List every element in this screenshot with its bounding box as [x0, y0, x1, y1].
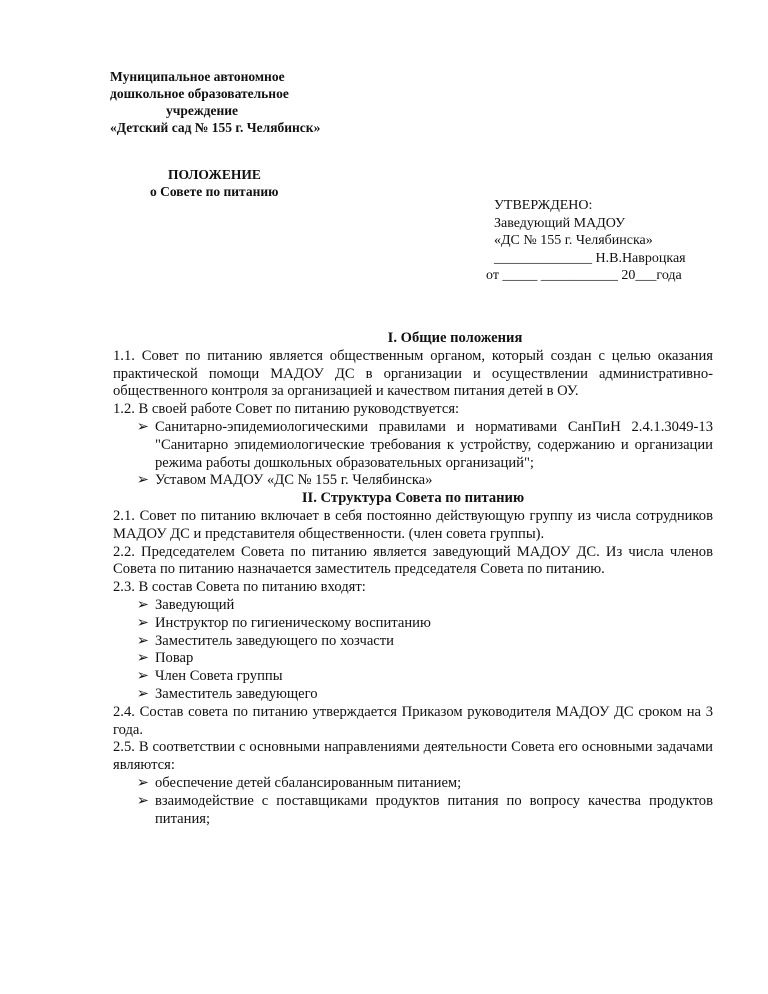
bullet-item — [113, 472, 713, 490]
task-text: взаимодействие с поставщиками продуктов питания по вопросу качества продуктов питания; — [155, 792, 713, 827]
bullet-arrow-icon: ➢ — [136, 418, 149, 435]
task-item — [113, 793, 713, 829]
bullet-arrow-icon: ➢ — [136, 614, 149, 631]
org-line: дошкольное образовательное — [110, 86, 289, 101]
bullet-arrow-icon: ➢ — [136, 596, 149, 613]
paragraph: 1.1. Совет по питанию является общественным органом, который создан с целью оказания практической помощи МАДОУ ДС в организации и осуществлении административно-общественного контроля за организацией и качеством питания детей в ОУ. — [113, 347, 713, 400]
paragraph: 2.5. В соответствии с основными направлениями деятельности Совета его основными задачами являются: — [113, 739, 713, 774]
bullet-arrow-icon: ➢ — [136, 668, 149, 685]
approval-block — [486, 197, 686, 285]
paragraph: 2.3. В состав Совета по питанию входят: — [113, 579, 366, 596]
approval-line: УТВЕРЖДЕНО: — [494, 198, 593, 213]
document-title: ПОЛОЖЕНИЕ — [168, 167, 261, 182]
member-item — [113, 633, 713, 651]
member-item — [113, 686, 713, 704]
section-heading: I. Общие положения — [387, 330, 523, 346]
approval-line: «ДС № 155 г. Челябинска» — [494, 233, 653, 248]
paragraph: 2.4. Состав совета по питанию утверждается Приказом руководителя МАДОУ ДС сроком на 3 года. — [113, 703, 713, 738]
bullet-item — [113, 419, 713, 472]
member-item — [113, 597, 713, 615]
member-text: Повар — [155, 650, 194, 667]
member-text: Заведующий — [155, 596, 235, 613]
paragraph: 2.1. Совет по питанию включает в себя постоянно действующую группу из числа сотрудников МАДОУ ДС и представителя общественности. (член совета группы). — [113, 507, 713, 542]
document-subtitle: о Совете по питанию — [150, 184, 279, 199]
member-text: Член Совета группы — [155, 668, 283, 685]
org-line: «Детский сад № 155 г. Челябинск» — [110, 120, 321, 135]
org-line: учреждение — [166, 103, 239, 118]
member-item — [113, 668, 713, 686]
bullet-arrow-icon: ➢ — [136, 685, 149, 702]
approval-line: ______________ Н.В.Навроцкая — [494, 250, 686, 266]
bullet-arrow-icon: ➢ — [136, 632, 149, 649]
member-item — [113, 615, 713, 633]
task-item — [113, 775, 713, 793]
bullet-text: Уставом МАДОУ «ДС № 155 г. Челябинска» — [155, 472, 433, 489]
approval-line: от _____ ___________ 20___года — [486, 268, 682, 283]
approval-line: Заведующий МАДОУ — [494, 215, 625, 231]
task-text: обеспечение детей сбалансированным питанием; — [155, 774, 462, 791]
org-line: Муниципальное автономное — [110, 69, 285, 84]
member-text: Заместитель заведующего — [155, 685, 318, 702]
bullet-arrow-icon: ➢ — [136, 774, 149, 791]
bullet-arrow-icon: ➢ — [136, 472, 149, 489]
member-text: Инструктор по гигиеническому воспитанию — [155, 614, 431, 631]
member-text: Заместитель заведующего по хозчасти — [155, 632, 394, 649]
member-item — [113, 650, 713, 668]
document-body — [113, 330, 713, 828]
paragraph: 1.2. В своей работе Совет по питанию руководствуется: — [113, 401, 460, 418]
bullet-arrow-icon: ➢ — [136, 650, 149, 667]
organization-name — [110, 68, 370, 136]
section-heading: II. Структура Совета по питанию — [301, 490, 525, 507]
bullet-arrow-icon: ➢ — [136, 792, 149, 809]
bullet-text: Санитарно-эпидемиологическими правилами и нормативами СанПиН 2.4.1.3049-13 "Санитарно эпидемиологические требования к устройству, содержанию и организации режима работы дошкольных образовательных организаций"; — [155, 418, 713, 471]
paragraph: 2.2. Председателем Совета по питанию является заведующий МАДОУ ДС. Из числа членов Совета по питанию назначается заместитель председателя Совета по питанию. — [113, 543, 713, 578]
